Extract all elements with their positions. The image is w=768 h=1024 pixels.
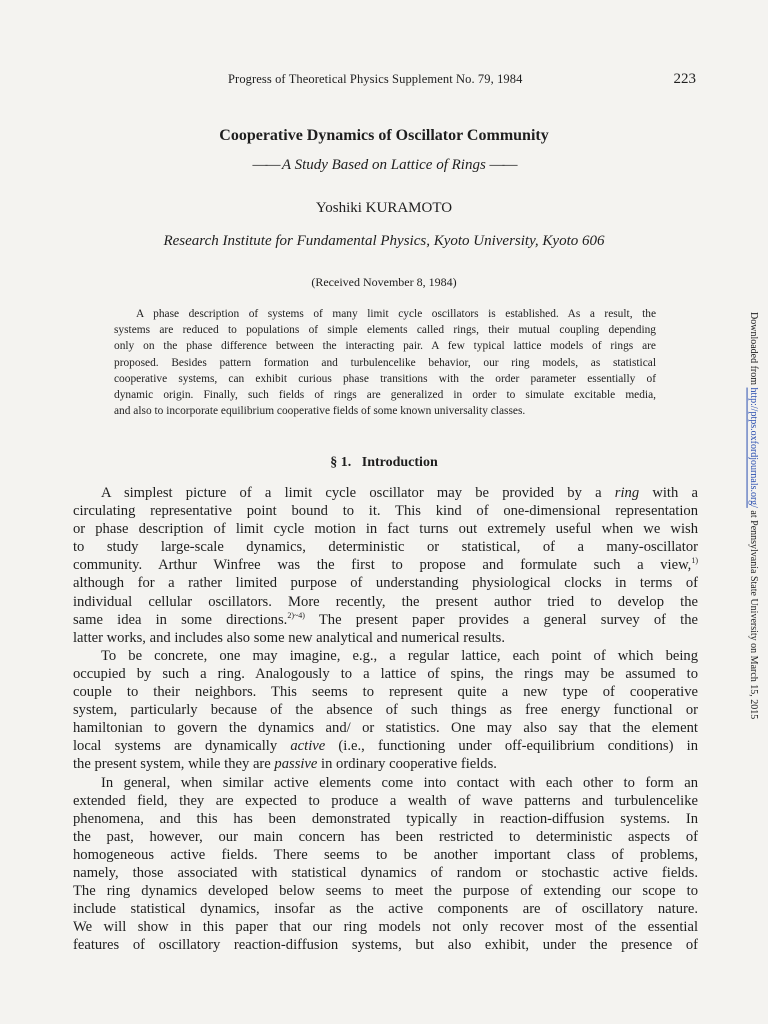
text-run: The present paper provides a general survey of the bbox=[304, 611, 698, 628]
body-line: occupied by such a ring. Analogously to a lattice of spins, the rings may be assumed to bbox=[73, 665, 698, 682]
emphasis: ring bbox=[614, 485, 640, 501]
received-date: (Received November 8, 1984) bbox=[311, 275, 457, 289]
body-line: system, particularly because of the absence of such things as free energy functional or bbox=[73, 702, 698, 719]
body-text bbox=[73, 484, 698, 954]
text-run: local systems are dynamically bbox=[73, 738, 291, 755]
text-run: (i.e., functioning under off-equilibrium conditions) in bbox=[325, 738, 699, 755]
author-first-name: Yoshiki bbox=[315, 200, 362, 216]
article-subtitle bbox=[0, 157, 768, 174]
text-run: A simplest picture of a limit cycle oscillator may be provided by a bbox=[101, 485, 615, 501]
body-line: couple to their neighbors. This seems to represent quite a new type of cooperative bbox=[73, 684, 698, 701]
body-line: latter works, and includes also some new analytical and numerical results. bbox=[73, 629, 506, 646]
body-line: circulating representative point bound to it. This kind of one-dimensional representation bbox=[73, 503, 698, 520]
journal-link[interactable]: http://ptps.oxfordjournals.org/ bbox=[748, 387, 759, 508]
body-line: phenomena, and this has been demonstrated typically in reaction-diffusion systems. In bbox=[73, 810, 698, 827]
download-watermark bbox=[748, 312, 759, 719]
text-run: with a bbox=[639, 485, 698, 501]
body-line: The ring dynamics developed below seems to meet the purpose of extending our scope to bbox=[73, 883, 698, 900]
text-run: same idea in some directions. bbox=[73, 611, 288, 628]
abstract-line: cooperative systems, can exhibit curious phase transitions with the order parameter essentially of bbox=[114, 372, 656, 385]
running-head: Progress of Theoretical Physics Supplement No. 79, 1984 bbox=[228, 72, 523, 86]
body-line: features of oscillatory reaction-diffusion systems, but also exhibit, under the presence of bbox=[73, 937, 698, 954]
author-name bbox=[0, 200, 768, 217]
body-line: To be concrete, one may imagine, e.g., a regular lattice, each point of which being bbox=[101, 647, 698, 664]
watermark-suffix: at Pennsylvania State University on March 15, 2015 bbox=[748, 507, 759, 720]
watermark-prefix: Downloaded from bbox=[748, 312, 759, 388]
abstract-line: and also to incorporate equilibrium cooperative fields of some known universality classes. bbox=[114, 405, 526, 418]
emphasis: passive bbox=[274, 756, 318, 773]
citation-ref: 1) bbox=[691, 556, 698, 566]
body-line: We will show in this paper that our ring models not only recover most of the essential bbox=[73, 919, 698, 936]
abstract-line: dynamic origin. Finally, such fields of rings are generalized in order to simulate excitable media, bbox=[114, 389, 656, 402]
body-line bbox=[73, 755, 698, 773]
article-title: Cooperative Dynamics of Oscillator Community bbox=[219, 127, 549, 144]
section-number: § 1. bbox=[330, 455, 352, 470]
body-line bbox=[73, 611, 698, 629]
abstract-line: A phase description of systems of many limit cycle oscillators is established. As a result, the bbox=[136, 308, 656, 320]
text-run: the present system, while they are bbox=[73, 756, 275, 773]
body-line: extended field, they are expected to produce a wealth of wave patterns and turbulencelike bbox=[73, 792, 698, 809]
emphasis: active bbox=[290, 738, 326, 755]
abstract bbox=[114, 306, 656, 419]
body-line: or phase description of limit cycle motion in fact turns out extremely useful when we wish bbox=[73, 521, 698, 538]
body-line: the past, however, our main concern has been restricted to deterministic aspects of bbox=[73, 828, 698, 845]
text-run: community. Arthur Winfree was the first to propose and formulate such a view, bbox=[73, 557, 692, 574]
subtitle-dash-right: —— bbox=[489, 157, 516, 173]
body-line bbox=[73, 484, 698, 502]
body-line: include statistical dynamics, insofar as the active components are of oscillatory nature. bbox=[73, 901, 698, 918]
page-number: 223 bbox=[673, 71, 696, 87]
body-line: In general, when similar active elements come into contact with each other to form an bbox=[101, 774, 698, 791]
body-line: individual cellular oscillators. More recently, the present author tried to develop the bbox=[73, 593, 698, 610]
body-line: hamiltonian to govern the dynamics and/ or statistics. One may also say that the element bbox=[73, 720, 698, 737]
text-run: in ordinary cooperative fields. bbox=[317, 756, 497, 773]
abstract-line: only on the phase difference between the interacting pair. A few typical lattice models of rings are bbox=[114, 340, 656, 353]
section-title: Introduction bbox=[361, 455, 438, 470]
author-last-name: KURAMOTO bbox=[365, 200, 453, 216]
abstract-line: proposed. Besides pattern formation and turbulencelike behavior, our ring models, as statistical bbox=[114, 356, 656, 369]
author-affiliation: Research Institute for Fundamental Physics, Kyoto University, Kyoto 606 bbox=[163, 233, 605, 249]
subtitle-text: A Study Based on Lattice of Rings bbox=[281, 157, 486, 173]
body-line bbox=[73, 737, 698, 755]
body-line: although for a rather limited purpose of understanding physiological clocks in terms of bbox=[73, 575, 698, 592]
body-line: namely, those associated with statistical dynamics of random or stochastic active fields. bbox=[73, 864, 698, 881]
body-line bbox=[73, 556, 698, 574]
abstract-line: systems are reduced to populations of simple elements called rings, their mutual coupling depending bbox=[114, 324, 656, 337]
body-line: to study large-scale dynamics, deterministic or statistical, of a many-oscillator bbox=[73, 539, 698, 556]
body-line: homogeneous active fields. There seems to be another important class of problems, bbox=[73, 846, 698, 863]
citation-ref: 2)~4) bbox=[287, 610, 305, 620]
section-heading bbox=[0, 455, 768, 471]
subtitle-dash-left: —— bbox=[252, 157, 279, 173]
